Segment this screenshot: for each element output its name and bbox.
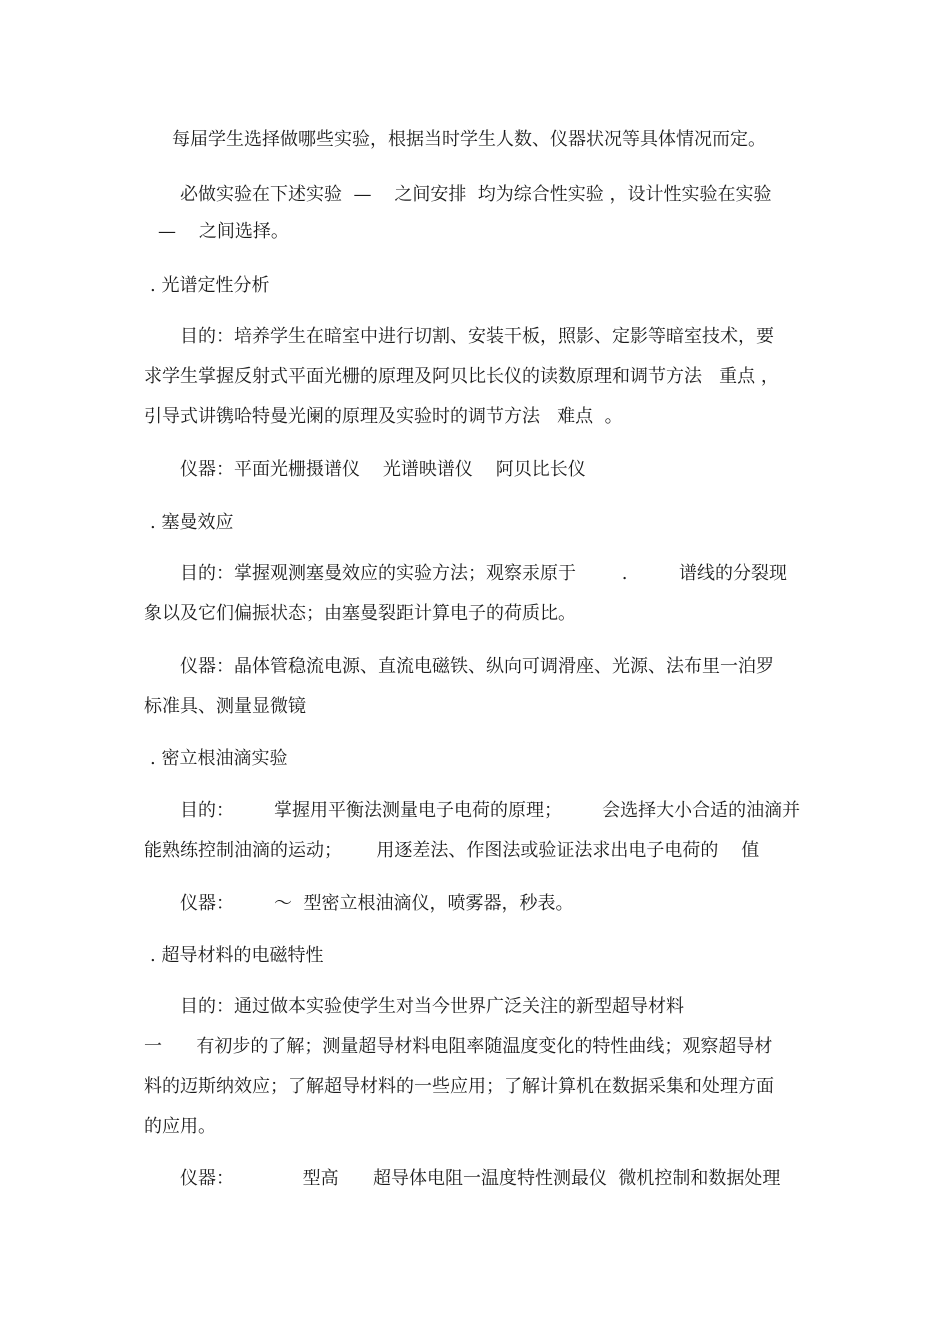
- superconductor-purpose-line-2: 一 有初步的了解；测量超导材料电阻率随温度变化的特性曲线；观察超导材: [144, 1036, 773, 1057]
- required-experiments-line-2: — 之间选择。: [158, 221, 289, 242]
- section-heading-superconductor: . 超导材料的电磁特性: [150, 945, 324, 966]
- superconductor-purpose-line-3: 料的迈斯纳效应；了解超导材料的一些应用；了解计算机在数据采集和处理方面: [144, 1076, 774, 1097]
- section-heading-spectral-analysis: . 光谱定性分析: [150, 275, 270, 296]
- spectral-purpose-line-1: 目的：培养学生在暗室中进行切割、安装干板，照影、定影等暗室技术，要: [180, 326, 774, 347]
- zeeman-purpose-line-1: 目的：掌握观测塞曼效应的实验方法；观察汞原于 . 谱线的分裂现: [180, 563, 787, 584]
- superconductor-purpose-line-1: 目的：通过做本实验使学生对当今世界广泛关注的新型超导材料: [180, 996, 684, 1017]
- zeeman-instruments-line-2: 标准具、测量显微镜: [144, 696, 306, 717]
- millikan-purpose-line-1: 目的： 掌握用平衡法测量电子电荷的原理； 会选择大小合适的油滴并: [180, 800, 801, 821]
- superconductor-purpose-line-4: 的应用。: [144, 1116, 216, 1137]
- spectral-purpose-line-3: 引导式讲镌哈特曼光阑的原理及实验时的调节方法 难点 。: [144, 406, 623, 427]
- zeeman-purpose-line-2: 象以及它们偏振状态；由塞曼裂距计算电子的荷质比。: [144, 603, 576, 624]
- spectral-instruments: 仪器：平面光栅摄谱仪 光谱映谱仪 阿贝比长仪: [180, 459, 586, 480]
- superconductor-instruments: 仪器： 型高 超导体电阻一温度特性测最仪 微机控制和数据处理: [180, 1168, 781, 1189]
- spectral-purpose-line-2: 求学生掌握反射式平面光栅的原理及阿贝比长仪的读数原理和调节方法 重点 ，: [144, 366, 779, 387]
- section-heading-millikan-oil-drop: . 密立根油滴实验: [150, 748, 288, 769]
- section-heading-zeeman-effect: . 塞曼效应: [150, 512, 234, 533]
- required-experiments-line-1: 必做实验在下述实验 — 之间安排 均为综合性实验 ，设计性实验在实验: [180, 184, 772, 205]
- millikan-purpose-line-2: 能熟练控制油滴的运动； 用逐差法、作图法或验证法求出电子电荷的 值: [144, 840, 760, 861]
- zeeman-instruments-line-1: 仪器：晶体管稳流电源、直流电磁铁、纵向可调滑座、光源、法布里一泊罗: [180, 656, 774, 677]
- intro-paragraph: 每届学生选择做哪些实验，根据当时学生人数、仪器状况等具体情况而定。: [172, 129, 766, 150]
- millikan-instruments: 仪器： ～ 型密立根油滴仪，喷雾器，秒表。: [180, 893, 574, 914]
